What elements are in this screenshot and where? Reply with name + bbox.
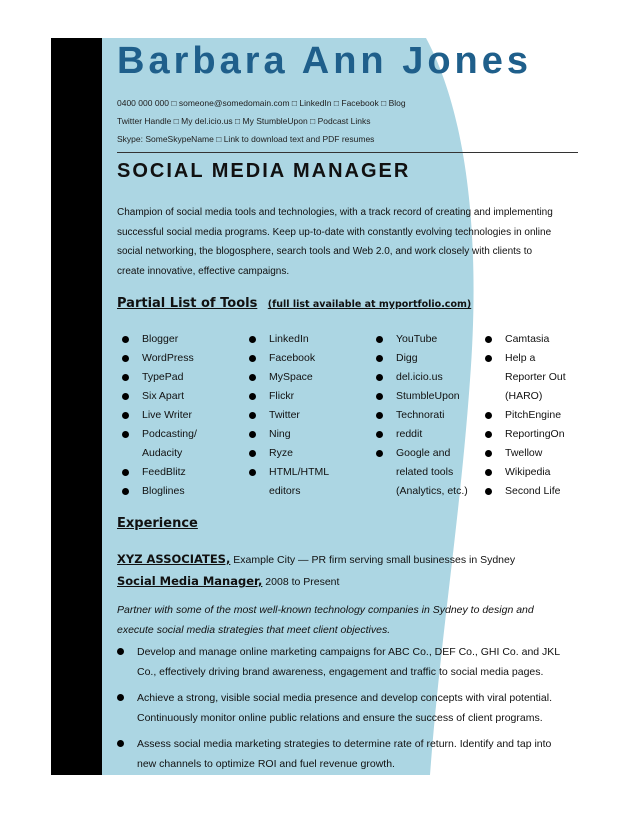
bullet-icon [485,431,492,438]
bullet-icon [249,355,256,362]
experience-heading: Experience [117,516,198,531]
bullet-icon [122,374,129,381]
tool-name: TypePad [142,371,184,383]
tool-name: Blogger [142,333,179,345]
tool-name: LinkedIn [269,333,309,345]
tool-name: Wikipedia [505,466,551,478]
bullet-line: Assess social media marketing strategies to determine rate of return. Identify and tap into [137,738,552,750]
tools-subheading: (full list available at myportfolio.com) [267,299,472,310]
tool-name: Bloglines [142,485,185,497]
bullet-icon [117,694,124,701]
tool-name: Camtasia [505,333,550,345]
job-title: SOCIAL MEDIA MANAGER [117,160,411,182]
bullet-icon [122,393,129,400]
bullet-icon [376,431,383,438]
tool-name: editors [269,485,301,497]
candidate-name: Barbara Ann Jones [117,40,533,82]
tool-name: del.icio.us [396,371,443,383]
bullet-icon [122,431,129,438]
left-sidebar-bar [51,38,102,775]
contact-line-1: 0400 000 000 □ someone@somedomain.com □ LinkedIn □ Facebook □ Blog [117,98,406,108]
bullet-icon [249,412,256,419]
summary-line: successful social media programs. Keep up-to-date with constantly evolving technologies in online [117,226,552,238]
contact-line-3: Skype: SomeSkypeName □ Link to download text and PDF resumes [117,134,375,144]
bullet-icon [485,355,492,362]
experience-bullets [117,642,587,780]
bullet-icon [376,374,383,381]
tool-name: YouTube [396,333,438,345]
experience-bullet [117,688,587,728]
tool-name: FeedBlitz [142,466,186,478]
intro-line: Partner with some of the most well-known technology companies in Sydney to design and [117,604,534,616]
bullet-icon [485,412,492,419]
intro-line: execute social media strategies that meet client objectives. [117,624,391,636]
tool-name: (Analytics, etc.) [396,485,468,497]
tool-name: ReportingOn [505,428,565,440]
role-title: Social Media Manager, [117,574,263,588]
bullet-line: new channels to optimize ROI and fuel revenue growth. [137,758,395,770]
summary-line: create innovative, effective campaigns. [117,265,290,277]
tool-name: related tools [396,466,454,478]
tool-name: PitchEngine [505,409,562,421]
tool-name: Audacity [142,447,183,459]
bullet-icon [485,450,492,457]
role-dates: 2008 to Present [265,576,340,588]
tool-name: Twitter [269,409,300,421]
tools-heading: Partial List of Tools [117,296,258,311]
bullet-icon [117,740,124,747]
contact-line-2: Twitter Handle □ My del.icio.us □ My StumbleUpon □ Podcast Links [117,116,371,126]
bullet-line: Continuously monitor online public relations and ensure the success of client programs. [137,712,543,724]
summary-line: social networking, the blogosphere, search tools and Web 2.0, and work closely with clients to [117,246,533,257]
summary-paragraph [117,203,587,281]
bullet-icon [122,355,129,362]
tool-name: Second Life [505,485,561,497]
role-intro [117,600,587,640]
experience-bullet [117,734,587,774]
bullet-icon [249,393,256,400]
bullet-icon [376,450,383,457]
bullet-icon [117,648,124,655]
tool-name: WordPress [142,352,194,364]
company-line [117,552,515,566]
bullet-icon [376,393,383,400]
bullet-icon [249,431,256,438]
bullet-icon [249,336,256,343]
header-divider [117,152,578,153]
tool-name: Live Writer [142,409,192,421]
bullet-icon [249,374,256,381]
bullet-icon [249,469,256,476]
tools-heading-row [117,294,471,312]
bullet-icon [485,469,492,476]
company-description: Example City — PR firm serving small businesses in Sydney [233,554,516,566]
summary-line: Champion of social media tools and technologies, with a track record of creating and implementing [117,207,553,218]
bullet-icon [485,488,492,495]
bullet-icon [376,336,383,343]
bullet-icon [122,488,129,495]
tool-name: Google and [396,447,451,459]
tool-name: Ryze [269,447,293,459]
tool-name: Podcasting/ [142,428,197,440]
bullet-icon [376,412,383,419]
tool-name: Reporter Out [505,371,566,383]
bullet-icon [376,355,383,362]
tool-name: reddit [396,428,423,440]
tool-name: Digg [396,352,418,364]
tool-name: Technorati [396,409,445,421]
bullet-icon [122,412,129,419]
experience-bullet [117,642,587,682]
tool-name: Ning [269,428,291,440]
bullet-icon [249,450,256,457]
tool-name: Facebook [269,352,316,364]
bullet-line: Develop and manage online marketing campaigns for ABC Co., DEF Co., GHI Co. and JKL [137,646,561,658]
tool-name: Twellow [505,447,543,459]
tool-name: (HARO) [505,390,543,402]
role-line [117,574,339,588]
bullet-line: Co., effectively driving brand awareness, engagement and traffic to social media pages. [137,666,544,678]
tool-name: Help a [505,352,536,364]
tool-name: MySpace [269,371,313,383]
tool-name: StumbleUpon [396,390,460,402]
tool-name: HTML/HTML [269,466,330,478]
bullet-icon [485,336,492,343]
bullet-icon [122,336,129,343]
bullet-line: Achieve a strong, visible social media presence and develop concepts with viral potential. [137,692,552,704]
tool-name: Six Apart [142,390,185,402]
bullet-icon [122,469,129,476]
company-name: XYZ ASSOCIATES, [117,552,231,566]
tool-name: Flickr [269,390,295,402]
